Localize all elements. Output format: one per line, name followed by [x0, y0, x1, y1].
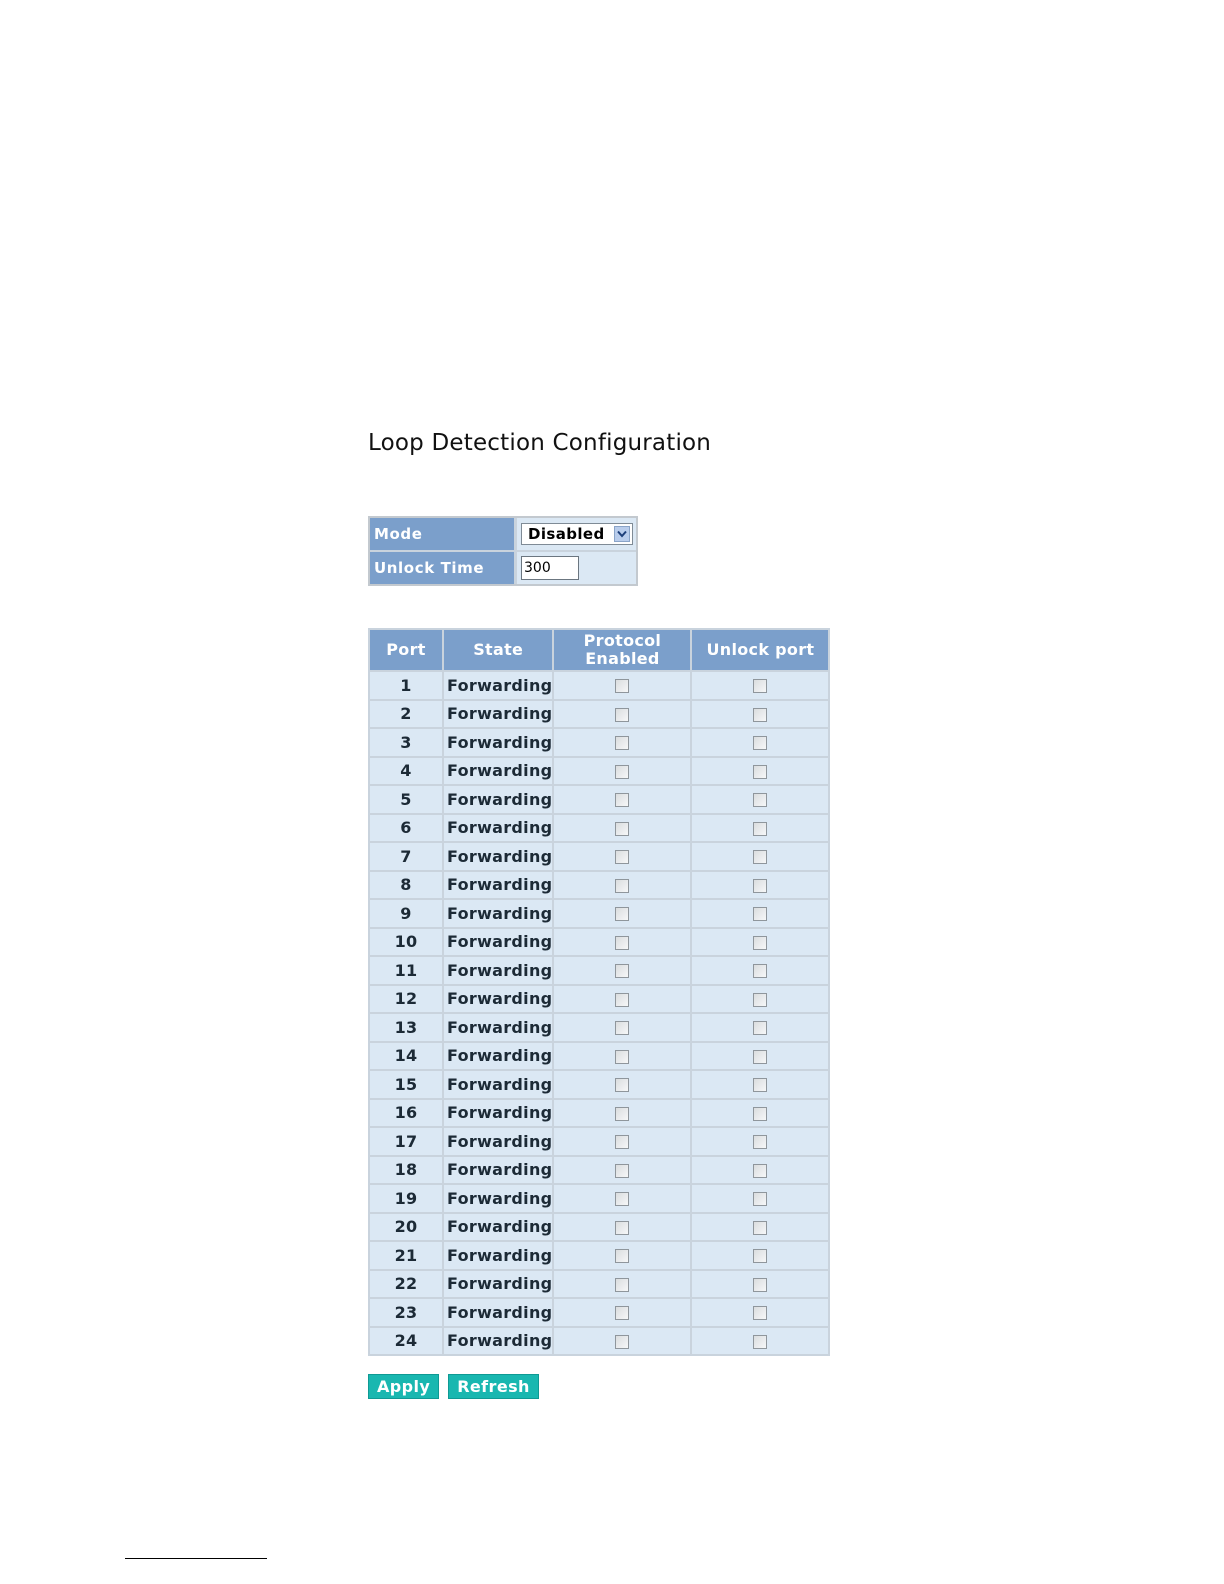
protocol-enabled-checkbox[interactable]	[615, 708, 629, 722]
protocol-enabled-cell	[553, 1241, 691, 1270]
port-number: 15	[369, 1070, 443, 1099]
port-state: Forwarding	[443, 899, 553, 928]
port-number: 14	[369, 1042, 443, 1071]
protocol-enabled-cell	[553, 1184, 691, 1213]
unlock-port-checkbox[interactable]	[753, 1335, 767, 1349]
port-state: Forwarding	[443, 728, 553, 757]
unlock-port-cell	[691, 1213, 829, 1242]
protocol-enabled-cell	[553, 956, 691, 985]
table-row	[369, 1156, 829, 1185]
protocol-enabled-checkbox[interactable]	[615, 822, 629, 836]
action-buttons	[368, 1374, 539, 1399]
unlock-port-checkbox[interactable]	[753, 964, 767, 978]
unlock-port-checkbox[interactable]	[753, 1278, 767, 1292]
protocol-enabled-checkbox[interactable]	[615, 936, 629, 950]
protocol-enabled-cell	[553, 814, 691, 843]
table-row	[369, 1298, 829, 1327]
unlock-time-cell	[517, 552, 636, 584]
port-number: 3	[369, 728, 443, 757]
unlock-port-checkbox[interactable]	[753, 1306, 767, 1320]
footnote-divider	[125, 1558, 267, 1559]
protocol-enabled-checkbox[interactable]	[615, 993, 629, 1007]
unlock-time-row	[370, 552, 636, 584]
protocol-enabled-cell	[553, 928, 691, 957]
protocol-enabled-cell	[553, 1127, 691, 1156]
unlock-port-checkbox[interactable]	[753, 793, 767, 807]
mode-cell	[517, 518, 636, 552]
protocol-enabled-checkbox[interactable]	[615, 1278, 629, 1292]
port-state: Forwarding	[443, 928, 553, 957]
apply-button[interactable]: Apply	[368, 1374, 439, 1399]
state-column-header: State	[443, 629, 553, 671]
port-number: 4	[369, 757, 443, 786]
table-row	[369, 1042, 829, 1071]
table-row	[369, 1327, 829, 1356]
port-state: Forwarding	[443, 842, 553, 871]
port-table-body	[369, 671, 829, 1355]
unlock-port-cell	[691, 671, 829, 700]
mode-select-value: Disabled	[528, 525, 605, 543]
port-state: Forwarding	[443, 1213, 553, 1242]
table-row	[369, 1241, 829, 1270]
protocol-enabled-column-header	[553, 629, 691, 671]
unlock-port-cell	[691, 814, 829, 843]
protocol-enabled-checkbox[interactable]	[615, 1078, 629, 1092]
protocol-enabled-checkbox[interactable]	[615, 765, 629, 779]
unlock-port-cell	[691, 956, 829, 985]
port-number: 24	[369, 1327, 443, 1356]
port-number: 1	[369, 671, 443, 700]
protocol-enabled-checkbox[interactable]	[615, 1135, 629, 1149]
unlock-port-cell	[691, 1327, 829, 1356]
port-number: 6	[369, 814, 443, 843]
protocol-enabled-checkbox[interactable]	[615, 964, 629, 978]
port-number: 13	[369, 1013, 443, 1042]
refresh-button[interactable]: Refresh	[448, 1374, 539, 1399]
table-row	[369, 928, 829, 957]
port-number: 16	[369, 1099, 443, 1128]
port-state: Forwarding	[443, 757, 553, 786]
table-row	[369, 985, 829, 1014]
port-state: Forwarding	[443, 871, 553, 900]
table-row	[369, 671, 829, 700]
unlock-port-checkbox[interactable]	[753, 850, 767, 864]
port-number: 9	[369, 899, 443, 928]
unlock-port-checkbox[interactable]	[753, 1249, 767, 1263]
protocol-enabled-checkbox[interactable]	[615, 850, 629, 864]
unlock-port-checkbox[interactable]	[753, 679, 767, 693]
protocol-enabled-checkbox[interactable]	[615, 1192, 629, 1206]
unlock-port-checkbox[interactable]	[753, 1164, 767, 1178]
unlock-port-checkbox[interactable]	[753, 765, 767, 779]
port-number: 11	[369, 956, 443, 985]
mode-row	[370, 518, 636, 552]
port-number: 19	[369, 1184, 443, 1213]
port-number: 8	[369, 871, 443, 900]
unlock-port-cell	[691, 1070, 829, 1099]
table-row	[369, 956, 829, 985]
unlock-port-cell	[691, 1184, 829, 1213]
protocol-enabled-cell	[553, 1156, 691, 1185]
table-row	[369, 871, 829, 900]
protocol-enabled-cell	[553, 842, 691, 871]
port-number: 18	[369, 1156, 443, 1185]
unlock-port-checkbox[interactable]	[753, 936, 767, 950]
table-row	[369, 842, 829, 871]
protocol-enabled-checkbox[interactable]	[615, 879, 629, 893]
port-state: Forwarding	[443, 1241, 553, 1270]
port-state: Forwarding	[443, 1099, 553, 1128]
protocol-enabled-checkbox[interactable]	[615, 736, 629, 750]
unlock-port-checkbox[interactable]	[753, 822, 767, 836]
protocol-enabled-checkbox[interactable]	[615, 1249, 629, 1263]
port-state: Forwarding	[443, 814, 553, 843]
port-number: 5	[369, 785, 443, 814]
unlock-port-column-header: Unlock port	[691, 629, 829, 671]
protocol-header-line2: Enabled	[585, 649, 660, 668]
port-number: 2	[369, 700, 443, 729]
port-number: 10	[369, 928, 443, 957]
protocol-enabled-cell	[553, 899, 691, 928]
protocol-enabled-cell	[553, 1042, 691, 1071]
unlock-port-cell	[691, 1099, 829, 1128]
loop-detection-settings	[368, 516, 638, 586]
protocol-enabled-checkbox[interactable]	[615, 1021, 629, 1035]
port-state: Forwarding	[443, 1270, 553, 1299]
protocol-enabled-cell	[553, 1013, 691, 1042]
protocol-enabled-cell	[553, 785, 691, 814]
unlock-port-checkbox[interactable]	[753, 736, 767, 750]
protocol-enabled-cell	[553, 1099, 691, 1128]
unlock-port-checkbox[interactable]	[753, 993, 767, 1007]
protocol-enabled-checkbox[interactable]	[615, 793, 629, 807]
table-row	[369, 1184, 829, 1213]
port-state: Forwarding	[443, 1327, 553, 1356]
table-row	[369, 757, 829, 786]
protocol-enabled-cell	[553, 1298, 691, 1327]
unlock-port-checkbox[interactable]	[753, 1192, 767, 1206]
protocol-header-line1: Protocol	[583, 631, 662, 650]
protocol-enabled-checkbox[interactable]	[615, 907, 629, 921]
protocol-enabled-checkbox[interactable]	[615, 1335, 629, 1349]
protocol-enabled-cell	[553, 757, 691, 786]
protocol-enabled-checkbox[interactable]	[615, 1050, 629, 1064]
unlock-port-checkbox[interactable]	[753, 907, 767, 921]
port-number: 17	[369, 1127, 443, 1156]
port-number: 21	[369, 1241, 443, 1270]
port-state: Forwarding	[443, 985, 553, 1014]
port-number: 20	[369, 1213, 443, 1242]
table-row	[369, 899, 829, 928]
unlock-port-checkbox[interactable]	[753, 1221, 767, 1235]
port-table	[368, 628, 830, 1356]
port-state: Forwarding	[443, 785, 553, 814]
unlock-port-cell	[691, 1013, 829, 1042]
unlock-port-cell	[691, 985, 829, 1014]
port-state: Forwarding	[443, 1298, 553, 1327]
port-number: 23	[369, 1298, 443, 1327]
port-state: Forwarding	[443, 1156, 553, 1185]
mode-label: Mode	[370, 518, 517, 552]
unlock-port-cell	[691, 899, 829, 928]
unlock-port-cell	[691, 928, 829, 957]
unlock-port-checkbox[interactable]	[753, 879, 767, 893]
port-table-header	[369, 629, 829, 671]
protocol-enabled-cell	[553, 728, 691, 757]
unlock-port-cell	[691, 700, 829, 729]
table-row	[369, 785, 829, 814]
protocol-enabled-checkbox[interactable]	[615, 1306, 629, 1320]
unlock-port-cell	[691, 1270, 829, 1299]
unlock-port-checkbox[interactable]	[753, 1135, 767, 1149]
protocol-enabled-checkbox[interactable]	[615, 1107, 629, 1121]
unlock-port-cell	[691, 842, 829, 871]
page-title: Loop Detection Configuration	[368, 430, 712, 456]
table-row	[369, 728, 829, 757]
unlock-port-cell	[691, 1127, 829, 1156]
protocol-enabled-cell	[553, 1327, 691, 1356]
port-state: Forwarding	[443, 671, 553, 700]
unlock-time-input[interactable]	[521, 556, 579, 580]
port-number: 12	[369, 985, 443, 1014]
unlock-port-checkbox[interactable]	[753, 1050, 767, 1064]
chevron-down-icon[interactable]	[614, 526, 630, 542]
port-state: Forwarding	[443, 700, 553, 729]
unlock-port-cell	[691, 757, 829, 786]
port-state: Forwarding	[443, 1013, 553, 1042]
unlock-port-checkbox[interactable]	[753, 708, 767, 722]
port-number: 7	[369, 842, 443, 871]
protocol-enabled-cell	[553, 700, 691, 729]
unlock-port-cell	[691, 728, 829, 757]
unlock-time-label: Unlock Time	[370, 552, 517, 584]
mode-select[interactable]	[521, 523, 633, 545]
protocol-enabled-cell	[553, 985, 691, 1014]
port-state: Forwarding	[443, 956, 553, 985]
port-state: Forwarding	[443, 1184, 553, 1213]
unlock-port-cell	[691, 1298, 829, 1327]
port-state: Forwarding	[443, 1127, 553, 1156]
port-column-header: Port	[369, 629, 443, 671]
unlock-port-checkbox[interactable]	[753, 1107, 767, 1121]
port-state: Forwarding	[443, 1070, 553, 1099]
protocol-enabled-cell	[553, 871, 691, 900]
table-row	[369, 1213, 829, 1242]
unlock-port-checkbox[interactable]	[753, 1078, 767, 1092]
table-row	[369, 1099, 829, 1128]
unlock-port-cell	[691, 1156, 829, 1185]
unlock-port-cell	[691, 871, 829, 900]
table-row	[369, 1070, 829, 1099]
protocol-enabled-checkbox[interactable]	[615, 1164, 629, 1178]
protocol-enabled-checkbox[interactable]	[615, 679, 629, 693]
protocol-enabled-cell	[553, 1213, 691, 1242]
table-row	[369, 700, 829, 729]
unlock-port-cell	[691, 785, 829, 814]
table-row	[369, 1127, 829, 1156]
unlock-port-cell	[691, 1042, 829, 1071]
unlock-port-cell	[691, 1241, 829, 1270]
unlock-port-checkbox[interactable]	[753, 1021, 767, 1035]
table-row	[369, 814, 829, 843]
table-row	[369, 1270, 829, 1299]
port-state: Forwarding	[443, 1042, 553, 1071]
table-row	[369, 1013, 829, 1042]
protocol-enabled-cell	[553, 1270, 691, 1299]
protocol-enabled-cell	[553, 1070, 691, 1099]
protocol-enabled-cell	[553, 671, 691, 700]
port-number: 22	[369, 1270, 443, 1299]
protocol-enabled-checkbox[interactable]	[615, 1221, 629, 1235]
